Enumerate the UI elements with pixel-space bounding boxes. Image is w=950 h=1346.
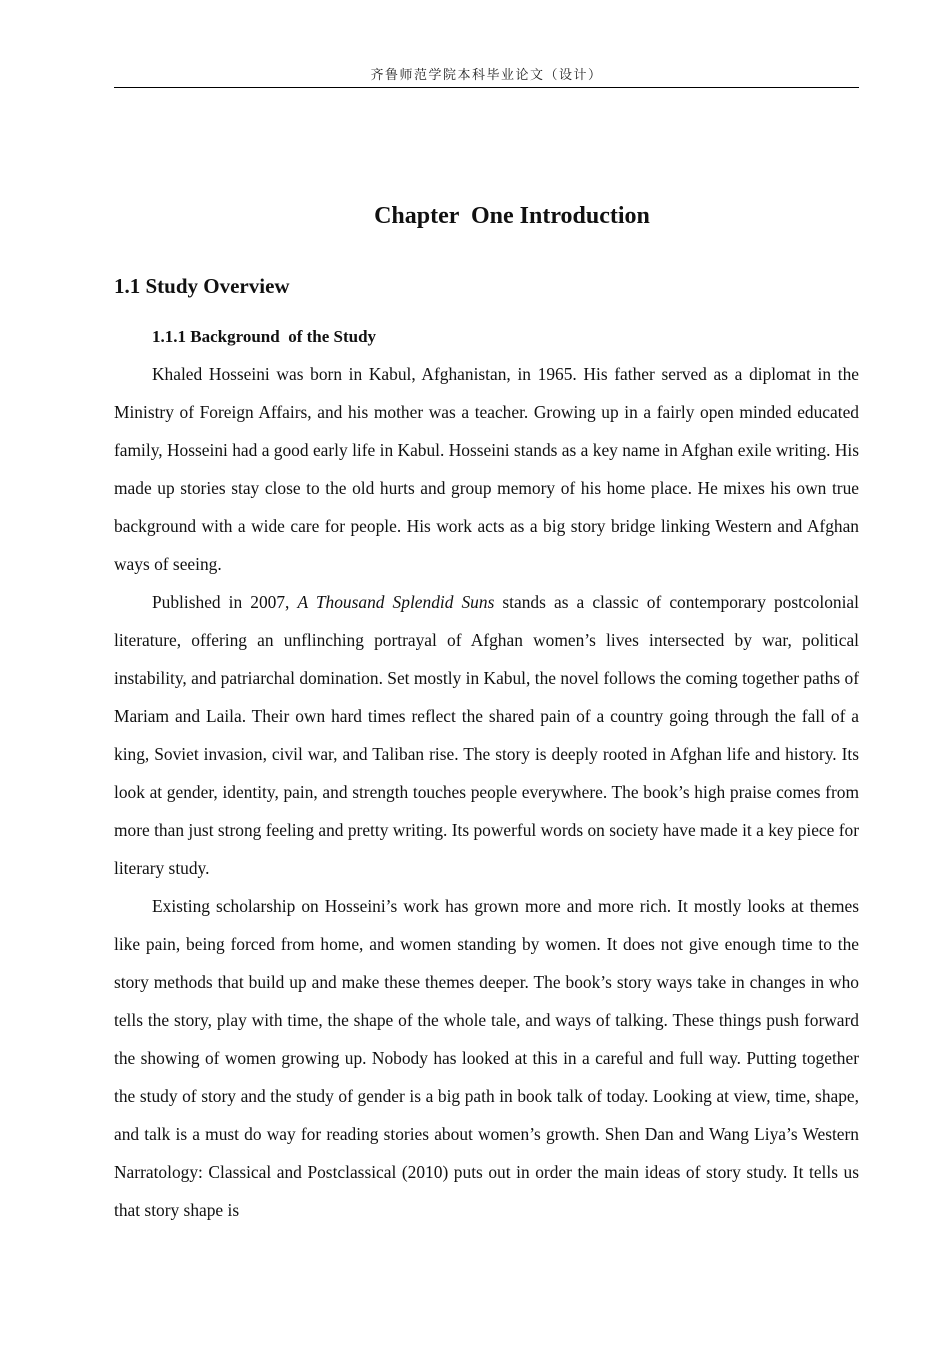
paragraph-3: Existing scholarship on Hosseini’s work has grown more and more rich. It mostly looks at themes like pain, being forced from home, and women standing by women. It does not give enough time to the story methods that build up and make these themes deeper. The book’s story ways take in changes in who tells the story, play with time, the shape of the whole tale, and ways of talking. These things push forward the showing of women growing up. Nobody has looked at this in a careful and full way. Putting together the study of story and the study of gender is a big path in book talk of today. Looking at view, time, shape, and talk is a must do way for reading stories about women’s growth. Shen Dan and Wang Liya’s Western Narratology: Classical and Postclassical (2010) puts out in order the main ideas of story study. It tells us that story shape is <box>114 896 859 1220</box>
header-rule <box>114 87 859 88</box>
chapter-title: Chapter One Introduction <box>374 203 650 229</box>
book-title-italic: A Thousand Splendid Suns <box>297 592 495 612</box>
paragraph-2-lead: Published in 2007, <box>152 592 298 612</box>
paragraph-2 <box>114 583 859 887</box>
paragraph-2-rest: stands as a classic of contemporary postcolonial literature, offering an unflinching portrayal of Afghan women’s lives intersected by war, political instability, and patriarchal domination. Set mostly in Kabul, the novel follows the coming together paths of Mariam and Laila. Their own hard times reflect the shared pain of a country going through the fall of a king, Soviet invasion, civil war, and Taliban rise. The story is deeply rooted in Afghan life and history. Its look at gender, identity, pain, and strength touches people everywhere. The book’s high praise comes from more than just strong feeling and pretty writing. Its powerful words on society have made it a key piece for literary study. <box>114 592 859 878</box>
running-header: 齐鲁师范学院本科毕业论文（设计） <box>370 68 603 83</box>
subsection-heading: 1.1.1 Background of the Study <box>152 327 377 346</box>
section-heading: 1.1 Study Overview <box>114 274 290 298</box>
paragraph-1: Khaled Hosseini was born in Kabul, Afghanistan, in 1965. His father served as a diplomat in the Ministry of Foreign Affairs, and his mother was a teacher. Growing up in a fairly open minded educated family, Hosseini had a good early life in Kabul. Hosseini stands as a key name in Afghan exile writing. His made up stories stay close to the old hurts and group memory of his home place. He mixes his own true background with a wide care for people. His work acts as a big story bridge linking Western and Afghan ways of seeing. <box>114 364 859 574</box>
body-text <box>114 355 859 1229</box>
